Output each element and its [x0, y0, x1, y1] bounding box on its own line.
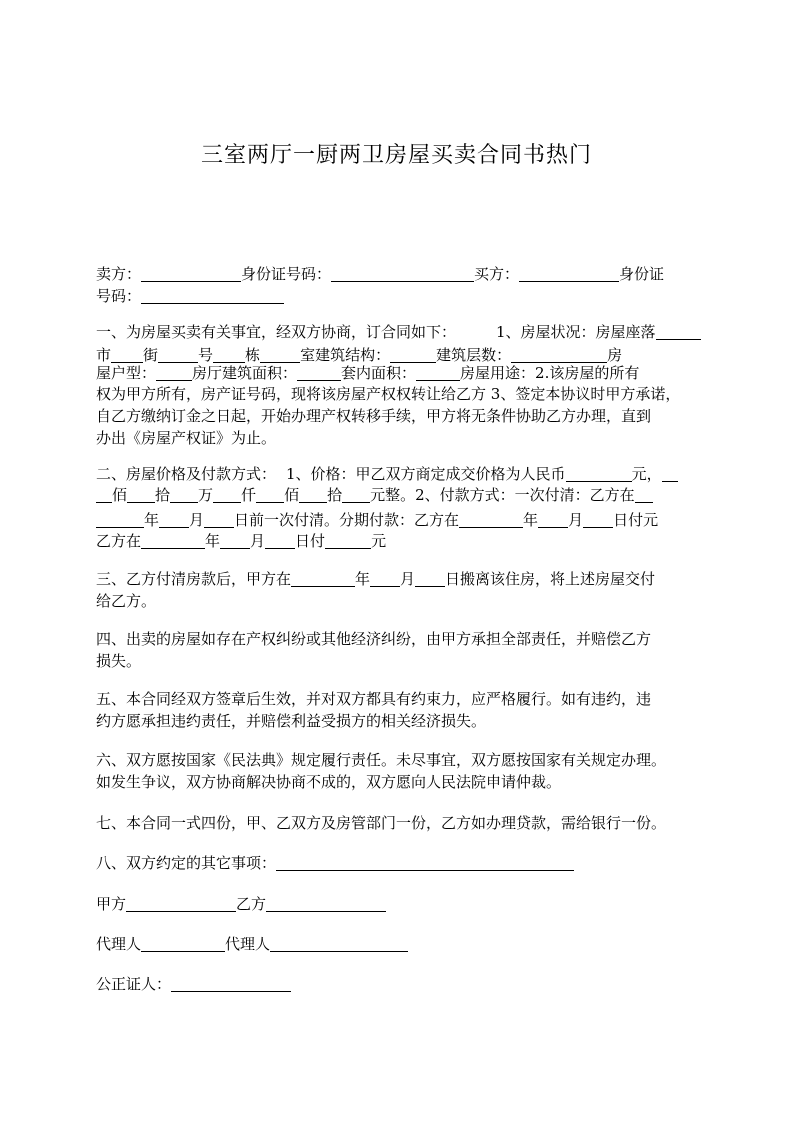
bai2-label: 佰: [284, 486, 300, 504]
move-yue-label: 月: [400, 570, 416, 588]
inst2-year-blank[interactable]: [141, 533, 205, 549]
signature-line-notary: [96, 973, 291, 995]
move-year-blank[interactable]: [291, 571, 355, 587]
section-1-intro: 一、为房屋买卖有关事宜，经双方协商，订合同如下：: [96, 323, 457, 341]
buyer-blank[interactable]: [519, 266, 619, 282]
area-label: 房厅建筑面积：: [192, 364, 298, 382]
party-a-blank[interactable]: [126, 896, 236, 912]
document-title: 三室两厅一厨两卫房屋买卖合同书热门: [200, 143, 592, 168]
seller-id-blank[interactable]: [331, 266, 474, 282]
inst-nian-label: 年: [523, 511, 539, 529]
notary-blank[interactable]: [171, 976, 291, 992]
floors-label: 建筑层数：: [436, 346, 512, 364]
inst-month-blank[interactable]: [538, 512, 568, 528]
section-3-text: 三、乙方付清房款后，甲方在: [96, 570, 292, 588]
qian-label: 仟: [241, 486, 257, 504]
fang-label: 房: [607, 346, 623, 364]
move-out-label: 日搬离该住房，将上述房屋交付: [445, 570, 656, 588]
house-location-label: 1、房屋状况：房屋座落: [496, 323, 656, 341]
inst2-amount-blank[interactable]: [325, 533, 371, 549]
floors-blank[interactable]: [511, 347, 607, 363]
city-blank[interactable]: [111, 347, 143, 363]
section-1-line-4: 权为甲方所有，房产证号码，现将该房屋产权权转让给乙方 3、签定本协议时甲方承诺，: [96, 385, 681, 403]
parties-line-2: [96, 285, 284, 307]
number-label: 号: [198, 346, 214, 364]
inst2-nian-label: 年: [205, 532, 221, 550]
shi2-label: 拾: [327, 486, 343, 504]
section-3-line-2: 给乙方。: [96, 592, 157, 610]
inst2-day-blank[interactable]: [265, 533, 295, 549]
inst-pay-label: 日付元: [613, 511, 659, 529]
buyer-id-label-a: 身份证: [619, 265, 665, 283]
move-month-blank[interactable]: [370, 571, 400, 587]
section-6-line-1: 六、双方愿按国家《民法典》规定履行责任。未尽事宜，双方愿按国家有关规定办理。: [96, 751, 667, 769]
agent-b-blank[interactable]: [270, 936, 408, 952]
yuan-end-label: 元: [371, 532, 387, 550]
street-label: 街: [143, 346, 159, 364]
section-5-line-1: 五、本合同经双方签章后生效，并对双方都具有约束力，应严格履行。如有违约，违: [96, 690, 652, 708]
section-4-line-2: 损失。: [96, 652, 142, 670]
agent-b-label: 代理人: [225, 935, 271, 953]
bai-label: 佰: [112, 486, 128, 504]
area-blank[interactable]: [297, 365, 341, 381]
section-1-line-3: [96, 362, 639, 384]
shi2-blank[interactable]: [299, 487, 327, 503]
structure-blank[interactable]: [390, 347, 436, 363]
section-3-line-1: [96, 568, 655, 590]
section-1-line-5: 自乙方缴纳订金之日起，开始办理产权转移手续，甲方将无条件协助乙方办理，直到: [96, 407, 652, 425]
use-label: 房屋用途：2.该房屋的所有: [460, 364, 640, 382]
wan-blank[interactable]: [170, 487, 198, 503]
move-day-blank[interactable]: [415, 571, 445, 587]
inst2-yue-label: 月: [250, 532, 266, 550]
once-blank[interactable]: [635, 487, 653, 503]
buyer-id-blank[interactable]: [141, 288, 284, 304]
section-8-line: [96, 852, 574, 874]
street-blank[interactable]: [158, 347, 198, 363]
inner-area-label: 套内面积：: [341, 364, 417, 382]
number-blank[interactable]: [213, 347, 245, 363]
other-matters-blank[interactable]: [276, 855, 574, 871]
qian-blank[interactable]: [213, 487, 241, 503]
once-year-blank[interactable]: [96, 512, 144, 528]
move-nian-label: 年: [355, 570, 371, 588]
party-b-blank[interactable]: [266, 896, 386, 912]
section-2-line-1: [96, 463, 678, 485]
bai-blank-a[interactable]: [662, 466, 678, 482]
section-2-line-2: [96, 484, 653, 506]
price-label: 1、价格：甲乙双方商定成交价格为人民币: [286, 465, 566, 483]
section-1-line-1: [96, 321, 701, 343]
section-7-line: 七、本合同一式四份，甲、乙双方及房管部门一份，乙方如办理贷款，需给银行一份。: [96, 814, 667, 832]
section-1-line-6: 办出《房屋产权证》为止。: [96, 429, 277, 447]
section-4-line-1: 四、出卖的房屋如存在产权纠纷或其他经济纠纷，由甲方承担全部责任，并赔偿乙方: [96, 630, 652, 648]
once-day-blank[interactable]: [204, 512, 234, 528]
bai-blank[interactable]: [96, 487, 112, 503]
signature-line-parties: [96, 893, 386, 915]
type-blank[interactable]: [156, 365, 192, 381]
section-5-line-2: 约方愿承担违约责任，并赔偿利益受损方的相关经济损失。: [96, 712, 487, 730]
shi-label: 拾: [155, 486, 171, 504]
parties-line-1: [96, 263, 664, 285]
once-day-label: 日前一次付清。分期付款：乙方在: [234, 511, 460, 529]
party-b-at-label: 乙方在: [96, 532, 142, 550]
section-2-line-3: [96, 509, 658, 531]
section-6-line-2: 如发生争议，双方协商解决协商不成的，双方愿向人民法院申请仲裁。: [96, 773, 562, 791]
payment-method-label: 元整。2、付款方式：一次付清：乙方在: [370, 486, 635, 504]
section-2-line-4: [96, 530, 386, 552]
section-2-heading: 二、房屋价格及付款方式：: [96, 465, 277, 483]
signature-line-agents: [96, 933, 408, 955]
inst2-month-blank[interactable]: [220, 533, 250, 549]
notary-label: 公正证人：: [96, 975, 172, 993]
building-blank[interactable]: [260, 347, 300, 363]
yuan-label: 元，: [631, 465, 662, 483]
buyer-label: 买方：: [474, 265, 520, 283]
structure-label: 室建筑结构：: [300, 346, 391, 364]
inst-yue-label: 月: [568, 511, 584, 529]
inst-day-blank[interactable]: [583, 512, 613, 528]
once-month-blank[interactable]: [159, 512, 189, 528]
agent-a-label: 代理人: [96, 935, 142, 953]
shi-blank[interactable]: [127, 487, 155, 503]
bai2-blank[interactable]: [256, 487, 284, 503]
seller-id-label: 身份证号码：: [241, 265, 332, 283]
city-label: 市: [96, 346, 112, 364]
other-matters-label: 八、双方约定的其它事项：: [96, 854, 277, 872]
wan-label: 万: [198, 486, 214, 504]
building-label: 栋: [245, 346, 261, 364]
yuan-whole-blank[interactable]: [342, 487, 370, 503]
seller-label: 卖方：: [96, 265, 142, 283]
inst2-pay-label: 日付: [295, 532, 326, 550]
nian-label: 年: [144, 511, 160, 529]
agent-a-blank[interactable]: [141, 936, 225, 952]
party-b-label: 乙方: [236, 895, 267, 913]
party-a-label: 甲方: [96, 895, 127, 913]
inst-year-blank[interactable]: [459, 512, 523, 528]
price-blank[interactable]: [566, 466, 632, 482]
yue-label: 月: [189, 511, 205, 529]
inner-area-blank[interactable]: [416, 365, 460, 381]
location-blank[interactable]: [656, 324, 701, 340]
buyer-id-label-b: 号码：: [96, 287, 142, 305]
type-label: 屋户型：: [96, 364, 157, 382]
seller-blank[interactable]: [141, 266, 241, 282]
